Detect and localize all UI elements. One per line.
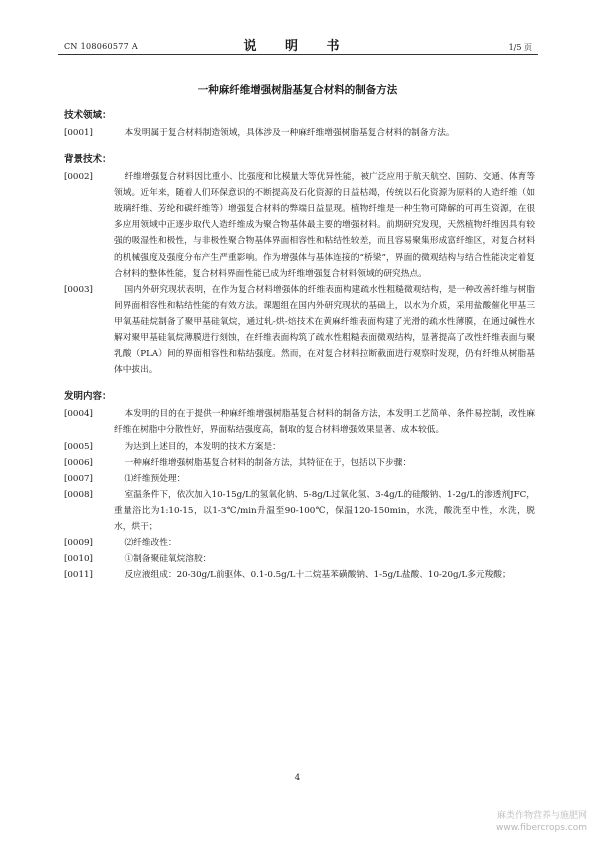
watermark-url: www.fibercrops.com	[496, 823, 587, 833]
paragraph	[64, 455, 535, 471]
paragraph-text: 一种麻纤维增强树脂基复合材料的制备方法，其特征在于，包括以下步骤：	[124, 457, 412, 468]
header-page-indicator: 1/5 页	[508, 43, 532, 52]
header-patent-number: CN 108060577 A	[64, 42, 138, 51]
document-title: 一种麻纤维增强树脂基复合材料的制备方法	[197, 84, 398, 96]
paragraph	[64, 282, 535, 379]
paragraph-number: [0006]	[64, 457, 93, 468]
paragraph-number: [0007]	[64, 473, 93, 484]
paragraph-number: [0002]	[64, 172, 93, 183]
paragraph	[64, 169, 535, 282]
paragraph	[64, 487, 535, 535]
paragraph	[64, 471, 535, 487]
document-body	[64, 107, 535, 583]
paragraph-number: [0001]	[64, 128, 93, 138]
paragraph-text: ①制备聚硅氧烷溶胶：	[124, 554, 212, 565]
paragraph	[64, 535, 535, 551]
section-heading-tech-field: 技术领域：	[64, 110, 112, 121]
paragraph-number: [0009]	[64, 538, 93, 549]
paragraph-number: [0005]	[64, 441, 93, 452]
paragraph-number: [0011]	[64, 570, 93, 581]
paragraph-text: 国内外研究现状表明，在作为复合材料增强体的纤维表面构建疏水性粗糙微观结构，是一种改善纤维与树脂间界面相容性和粘结性能的有效方法。课题组在国内外研究现状的基础上，以水为介质，采用盐酸催化甲基三甲氧基硅烷制备了聚甲基硅氧烷，通过轧-烘-焙技术在黄麻纤维表面构建了光滑的疏水性薄膜，在通过碱性水解对聚甲基硅氧烷薄膜进行刻蚀，在纤维表面构筑了疏水性粗糙表面微观结构，显著提高了改性纤维表面与聚乳酸（PLA）间的界面相容性和粘结强度。然而，在对复合材料拉断截面进行观察时发现，仍有纤维从树脂基体中拔出。	[114, 284, 535, 376]
section-heading-background: 背景技术：	[64, 154, 112, 166]
section-heading-summary: 发明内容：	[64, 391, 112, 403]
paragraph	[64, 551, 535, 567]
paragraph-number: [0004]	[64, 409, 93, 420]
watermark-name: 麻类作物营养与施肥网	[496, 811, 587, 821]
paragraph-text: 本发明属于复合材料制造领域，具体涉及一种麻纤维增强树脂基复合材料的制备方法。	[124, 128, 455, 138]
paragraph-text: 室温条件下，依次加入10-15g/L的氢氧化钠、5-8g/L过氧化氢、3-4g/L的硅酸钠、1-2g/L的渗透剂JFC，重量浴比为1:10-15，以1-3℃/min升温至90-100℃，保温120-150min，水洗，酸洗至中性，水洗，脱水，烘干；	[114, 489, 535, 532]
paragraph-text: ⑴纤维预处理：	[124, 473, 186, 484]
paragraph-number: [0003]	[64, 284, 93, 295]
paragraph-text: 本发明的目的在于提供一种麻纤维增强树脂基复合材料的制备方法，本发明工艺简单、条件易控制，改性麻纤维在树脂中分散性好，界面粘结强度高，制取的复合材料增强效果显著、成本较低。	[114, 409, 535, 436]
page-number: 4	[294, 773, 301, 783]
paragraph-text: 纤维增强复合材料因比重小、比强度和比模量大等优异性能，被广泛应用于航天航空、国防、交通、体育等领域。近年来，随着人们环保意识的不断提高及石化资源的日益枯竭，传统以石化资源为原料的人造纤维（如玻璃纤维、芳纶和碳纤维等）增强复合材料的弊端日益显现。植物纤维是一种生物可降解的可再生资源，在很多应用领域中正逐步取代人造纤维成为聚合物基体最主要的增强材料。前期研究发现，天然植物纤维因具有较强的吸湿性和极性，与非极性聚合物基体界面相容性和粘结性较差，而且容易聚集形成富纤维区，对复合材料的机械强度及强度分布产生严重影响。作为增强体与基体连接的“桥梁”，界面的微观结构与结合性能决定着复合材料的整体性能，复合材料界面性能已成为纤维增强复合材料领域的研究热点。	[114, 172, 535, 279]
paragraph-text: ⑵纤维改性：	[124, 538, 177, 549]
paragraph-number: [0008]	[64, 489, 93, 500]
paragraph	[64, 406, 535, 438]
paragraph	[64, 567, 535, 583]
paragraph	[64, 439, 535, 455]
watermark	[496, 810, 587, 834]
paragraph	[64, 125, 535, 141]
paragraph-number: [0010]	[64, 554, 93, 565]
paragraph-text: 为达到上述目的，本发明的技术方案是：	[124, 441, 281, 452]
header-rule	[58, 54, 538, 55]
header-doc-type: 说 明 书	[243, 39, 352, 54]
paragraph-text: 反应液组成：20-30g/L前驱体、0.1-0.5g/L十二烷基苯磺酸钠、1-5g/L盐酸、10-20g/L多元羧酸；	[124, 570, 511, 581]
